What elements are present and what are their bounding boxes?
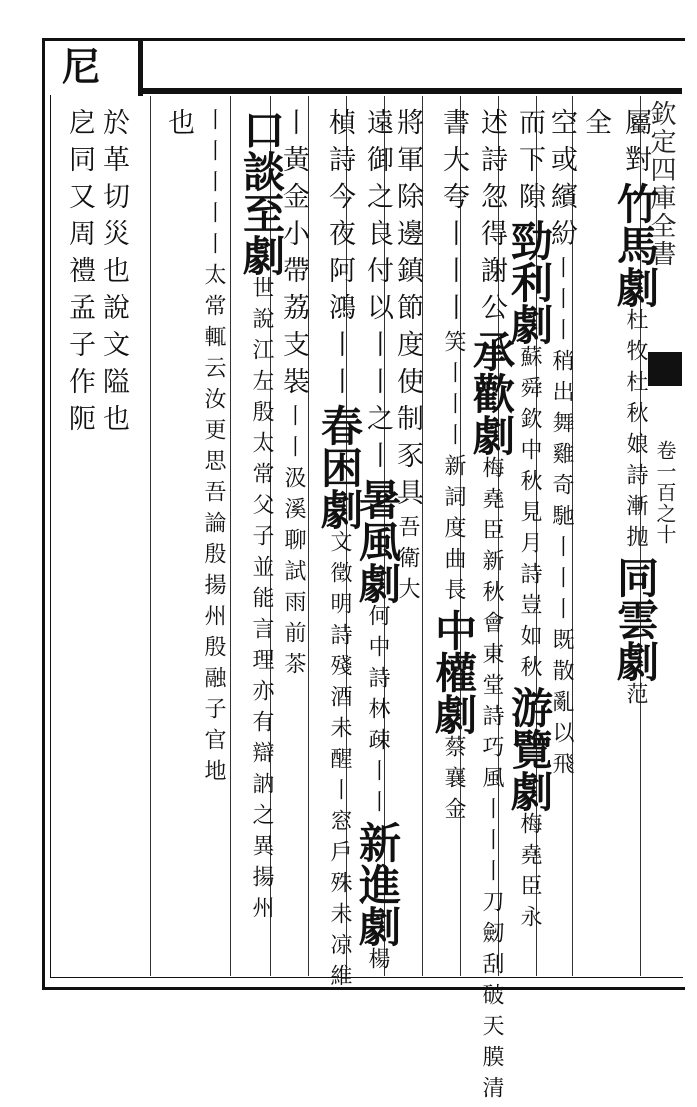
text-column [467,108,516,1107]
text-column [353,108,402,978]
annotation-text: 笑丨丨丨新詞度曲長 [441,330,466,609]
annotation-text: 楊 [365,947,390,978]
annotation-text: 杜牧杜秋娘詩漸抛 [623,308,648,556]
entry-heading: 竹馬劇 [611,182,660,308]
text-column [100,108,127,441]
annotation-text: 馳丨丨丨既散亂以飛 [549,504,574,783]
entry-heading: 游覽劇 [505,686,554,812]
body-text: 遠御之良付以丨丨之丨 [362,108,393,478]
entry-heading: 中權劇 [429,609,478,735]
text-column [429,108,478,828]
annotation-text: 丨丨丨丨丨太常輒云汝更思吾論殷揚州殷融子官地 [201,108,226,790]
text-column [582,108,609,145]
text-column [237,108,286,927]
text-column [315,108,364,995]
entry-heading: 承歡劇 [467,330,516,456]
annotation-text: 蔡襄金 [441,735,466,828]
annotation-text: 風丨丨丨刀劒刮破天膜清 [479,766,504,1107]
annotation-text: 范 [623,682,648,713]
annotation-text: 梅堯臣永 [517,812,542,936]
text-column [202,108,224,790]
annotation-text: 梅堯臣新秋會東堂詩巧 [479,456,504,766]
body-text: 而下隙 [514,108,545,219]
annotation-text: 丨丨丨稍出舞雞奇 [549,256,574,504]
volume-label: 卷一百之十 [653,440,677,545]
entry-heading: 暑風劇 [353,478,402,604]
annotation-text: 窓戶殊未凉 [327,809,352,964]
top-rule [138,88,682,94]
annotation-text: 蘇舜欽中秋見月詩豈如秋 [517,345,542,686]
annotation-text: 吾衛大 [395,515,420,608]
text-column [548,108,575,783]
entry-heading: 口談至劇 [237,108,286,276]
body-text: 將軍除邊鎮節度使制豕具 [392,108,423,515]
body-text: 丨黃金小帶荔支裝 [278,108,309,404]
body-text: 也 [163,108,194,145]
body-text: 全 [580,108,611,145]
head-character: 尼 [62,44,101,89]
annotation-text: 文徵明詩殘酒未醒丨 [327,530,352,809]
annotation-text: 丨丨汲溪聊試雨前茶 [281,404,306,683]
entry-heading: 春困劇 [315,404,364,530]
body-text: 楨詩今夜阿鴻丨丨 [324,108,355,404]
entry-heading: 新進劇 [353,821,402,947]
text-column [66,108,93,441]
text-column [165,108,192,145]
annotation-text: 何中詩林疎丨丨 [365,604,390,821]
entry-heading: 勁利劇 [505,219,554,345]
column-divider [230,96,231,976]
body-text: 書大夸丨丨丨 [438,108,469,330]
column-divider [150,96,151,976]
body-text: 空或繽紛 [546,108,577,256]
annotation-text: 維 [327,964,352,995]
text-column [505,108,554,936]
body-text: 於革切災也說文隘也 [98,108,129,441]
body-text: 屬對 [620,108,651,182]
annotation-text: 世說江左殷太常父子並能言理亦有辯訥之異揚州 [249,276,274,927]
entry-heading: 同雲劇 [611,556,660,682]
side-title: 欽定四庫全書 [646,100,676,268]
body-text: 述詩忽得謝公 [476,108,507,330]
text-column [611,108,660,713]
body-text: 戹同又周禮孟子作阨 [64,108,95,441]
